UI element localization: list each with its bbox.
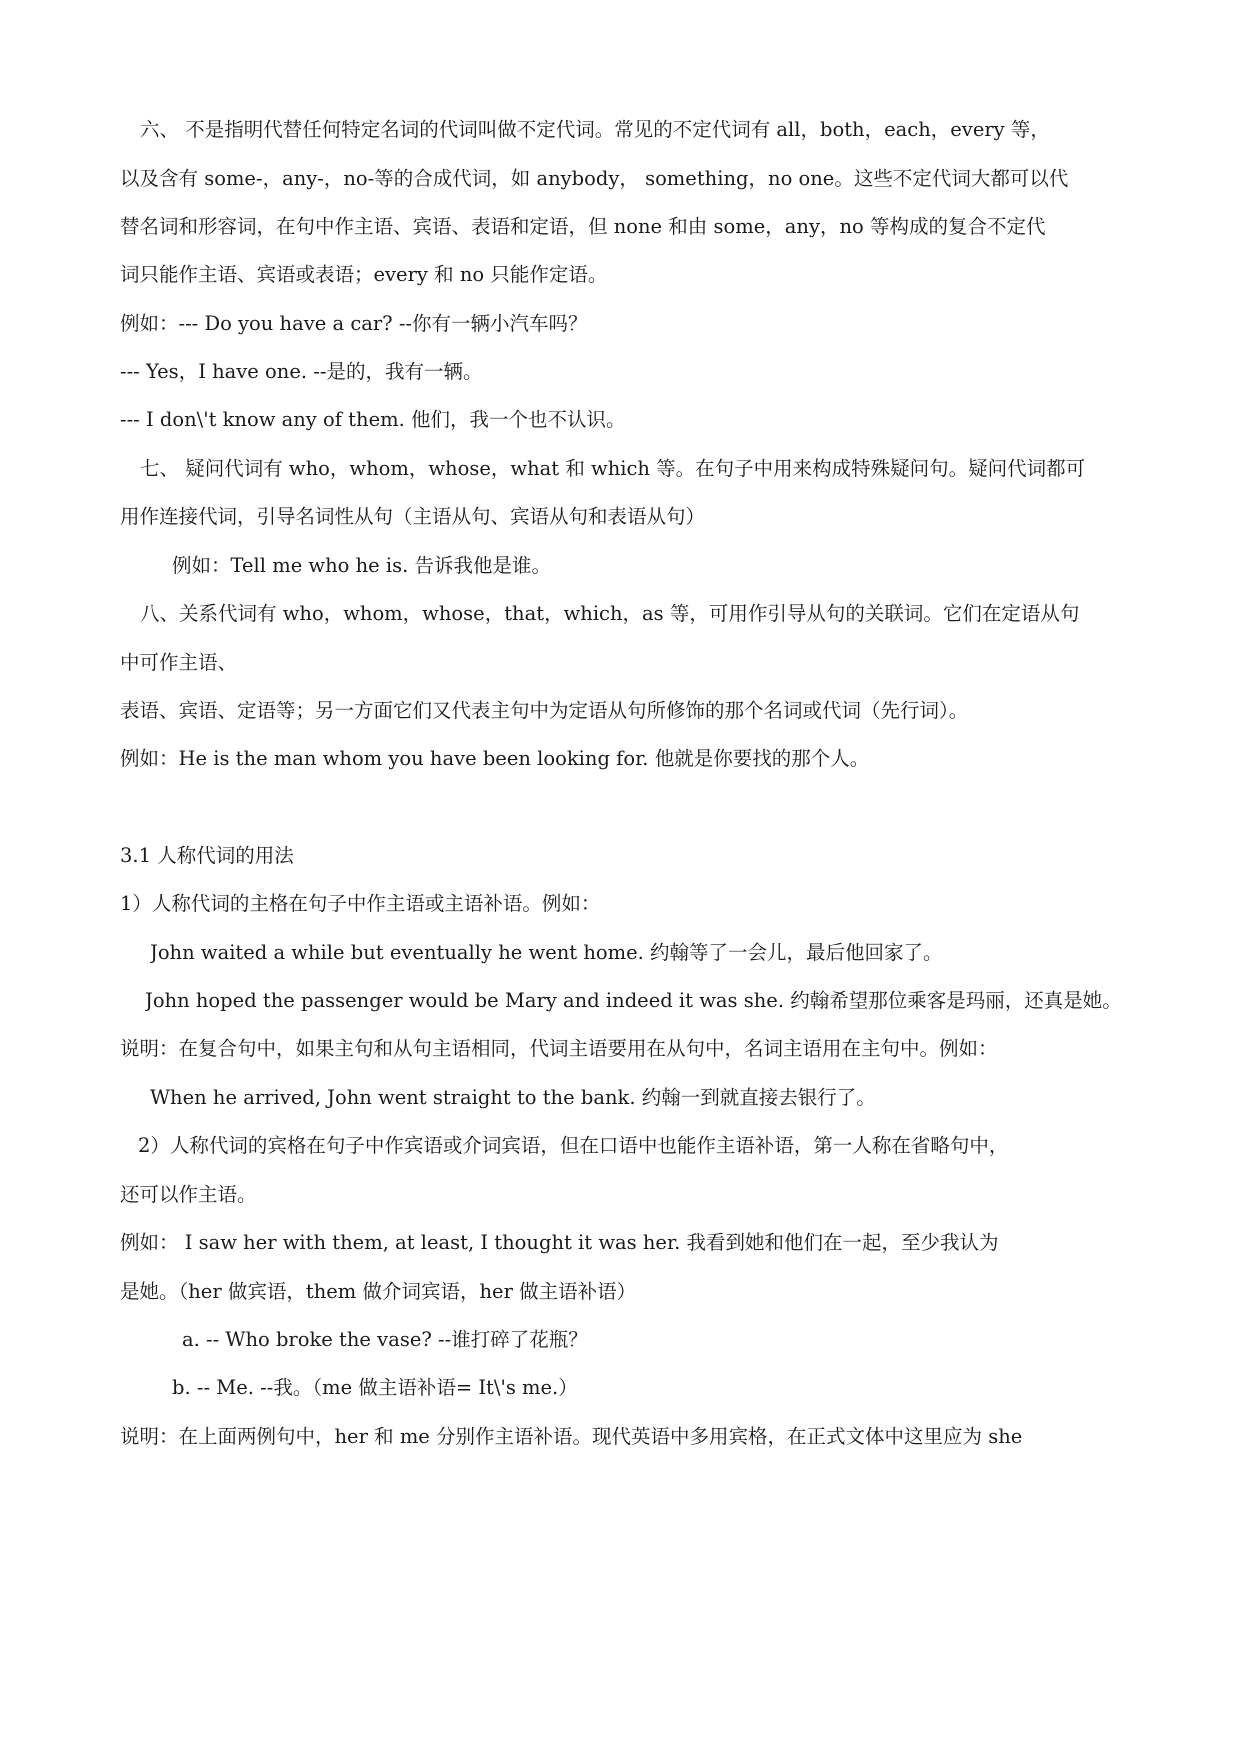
text-line: 是她。（her 做宾语，them 做介词宾语，her 做主语补语）: [120, 1280, 637, 1303]
text-line: 2）人称代词的宾格在句子中作宾语或介词宾语，但在口语中也能作主语补语，第一人称在省略句中，: [138, 1134, 1009, 1157]
text-line: 七、 疑问代词有 who，whom，whose，what 和 which 等。在句子中用来构成特殊疑问句。疑问代词都可: [140, 457, 1086, 480]
text-line: 例如：He is the man whom you have been looking for. 他就是你要找的那个人。: [120, 747, 870, 770]
text-line: a. -- Who broke the vase? --谁打碎了花瓶？: [182, 1328, 588, 1351]
text-line: 词只能作主语、宾语或表语；every 和 no 只能作定语。: [120, 263, 608, 286]
text-line: 例如：--- Do you have a car? --你有一辆小汽车吗？: [120, 312, 588, 335]
text-line: 说明：在上面两例句中，her 和 me 分别作主语补语。现代英语中多用宾格，在正式文体中这里应为 she: [120, 1425, 1023, 1448]
text-line: 八、关系代词有 who，whom，whose，that，which，as 等，可用作引导从句的关联词。它们在定语从句: [140, 602, 1080, 625]
text-line: 例如： I saw her with them, at least, I thought it was her. 我看到她和他们在一起，至少我认为: [120, 1231, 999, 1254]
section-heading: 3.1 人称代词的用法: [120, 844, 294, 867]
text-line: --- Yes，I have one. --是的，我有一辆。: [120, 360, 483, 383]
text-line: 六、 不是指明代替任何特定名词的代词叫做不定代词。常见的不定代词有 all，both，each，every 等，: [140, 118, 1050, 141]
text-line: 用作连接代词，引导名词性从句（主语从句、宾语从句和表语从句）: [120, 505, 706, 528]
text-line: 例如：Tell me who he is. 告诉我他是谁。: [172, 554, 552, 577]
text-line: John waited a while but eventually he went home. 约翰等了一会儿，最后他回家了。: [150, 941, 943, 964]
text-line: When he arrived, John went straight to the bank. 约翰一到就直接去银行了。: [150, 1086, 876, 1109]
text-line: 1）人称代词的主格在句子中作主语或主语补语。例如：: [120, 892, 601, 915]
text-line: 还可以作主语。: [120, 1183, 257, 1206]
text-line: b. -- Me. --我。（me 做主语补语= It\'s me.）: [172, 1376, 578, 1399]
text-line: 以及含有 some-，any-，no-等的合成代词，如 anybody， something，no one。这些不定代词大都可以代: [120, 167, 1069, 190]
text-line: 替名词和形容词，在句中作主语、宾语、表语和定语，但 none 和由 some，any，no 等构成的复合不定代: [120, 215, 1046, 238]
text-line: --- I don\'t know any of them. 他们，我一个也不认识。: [120, 408, 626, 431]
text-line: 表语、宾语、定语等；另一方面它们又代表主句中为定语从句所修饰的那个名词或代词（先行词）。: [120, 699, 969, 722]
text-line: 中可作主语、: [120, 651, 238, 674]
text-line: John hoped the passenger would be Mary and indeed it was she. 约翰希望那位乘客是玛丽，还真是她。: [145, 989, 1122, 1012]
text-line: 说明：在复合句中，如果主句和从句主语相同，代词主语要用在从句中，名词主语用在主句中。例如：: [120, 1037, 998, 1060]
